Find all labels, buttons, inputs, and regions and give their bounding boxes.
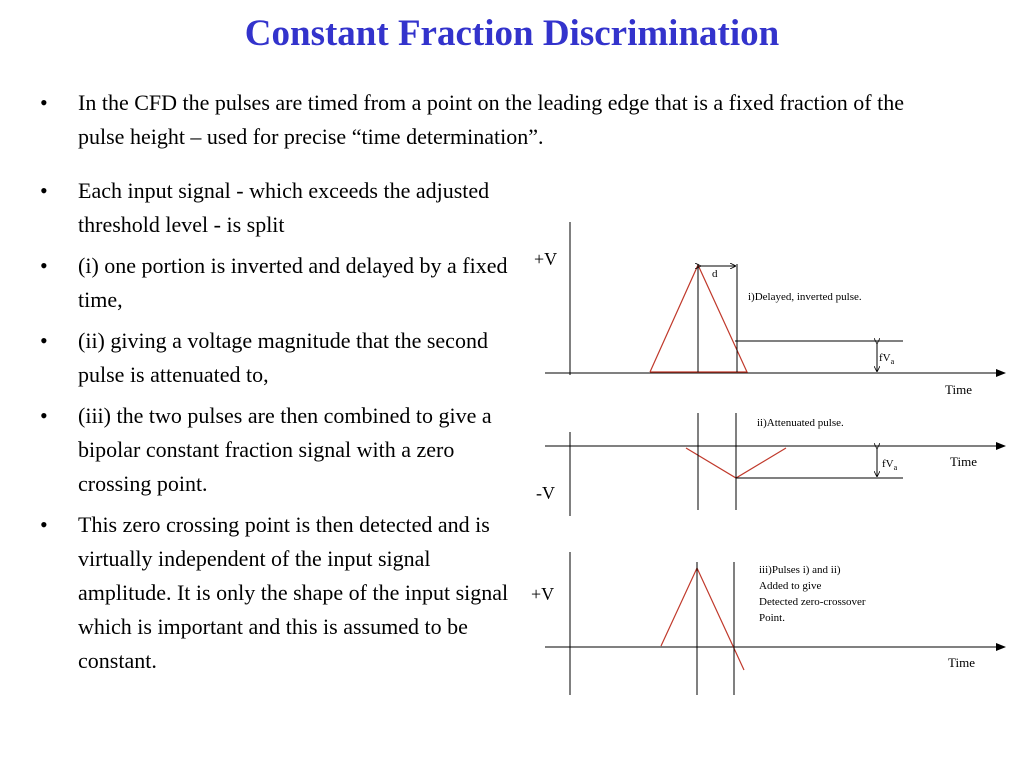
bullet-text: (i) one portion is inverted and delayed by a fixed time, — [78, 253, 508, 312]
panel3-caption-line: Added to give — [759, 580, 822, 592]
bullet-dot: • — [40, 328, 48, 353]
bullet-dot: • — [40, 403, 48, 428]
panel-delayed-inverted — [534, 222, 1005, 397]
bipolar-pulse — [661, 568, 744, 670]
fraction-label: $fV_a$ — [882, 458, 898, 472]
bullet-text: (iii) the two pulses are then combined to give a bipolar constant fraction signal with a zero crossing point. — [78, 403, 492, 496]
bullet-text: Each input signal - which exceeds the adjusted threshold level - is split — [78, 178, 490, 237]
voltage-label: +V — [531, 584, 555, 604]
panel1-caption: i)Delayed, inverted pulse. — [748, 291, 862, 303]
time-label: Time — [948, 655, 975, 670]
bullet-text: This zero crossing point is then detected and is virtually independent of the input signal amplitude. It is only the shape of the input signal which is important and this is assumed to be constant. — [78, 512, 509, 673]
time-label: Time — [945, 382, 972, 397]
panel3-caption-line: iii)Pulses i) and ii) — [759, 564, 841, 576]
voltage-label: +V — [534, 249, 558, 269]
delay-label: d — [712, 268, 718, 280]
intro-text: In the CFD the pulses are timed from a point on the leading edge that is a fixed fraction of the pulse height – used for precise “time determination”. — [78, 90, 904, 149]
voltage-label: -V — [536, 483, 555, 503]
panel-combined — [531, 552, 1005, 695]
bullet-dot: • — [40, 253, 48, 278]
bullet-dot: • — [40, 178, 48, 203]
panel3-caption-line: Detected zero-crossover — [759, 596, 866, 608]
bullet-text: (ii) giving a voltage magnitude that the second pulse is attenuated to, — [78, 328, 488, 387]
fraction-label: $fV_a$ — [879, 352, 895, 366]
bullet-dot: • — [40, 512, 48, 537]
bullet-dot: • — [40, 90, 48, 115]
slide-title: Constant Fraction Discrimination — [244, 13, 780, 54]
panel2-caption: ii)Attenuated pulse. — [757, 417, 844, 429]
panel3-caption-line: Point. — [759, 612, 785, 624]
panel-attenuated — [536, 413, 1005, 516]
time-label: Time — [950, 454, 977, 469]
